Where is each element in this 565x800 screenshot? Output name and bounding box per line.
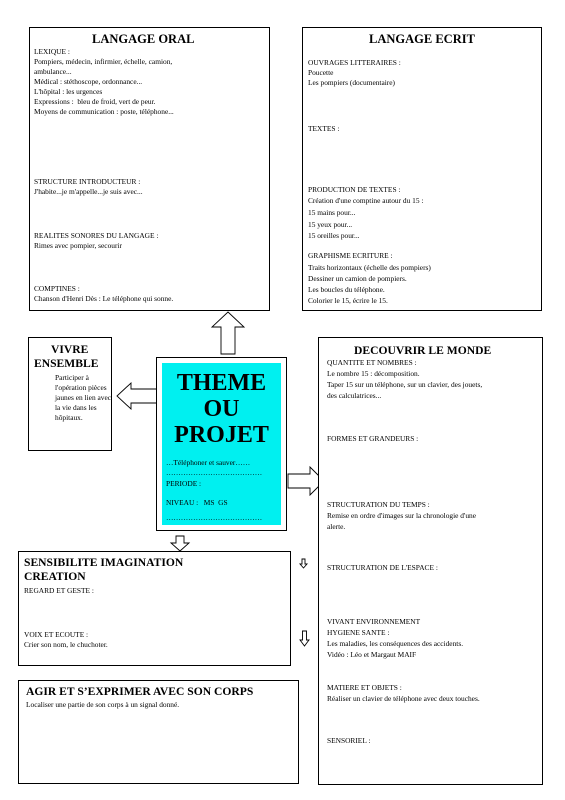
espace-label: STRUCTURATION DE L'ESPACE : bbox=[327, 563, 438, 572]
agir-title: AGIR ET S’EXPRIMER AVEC SON CORPS bbox=[26, 685, 254, 698]
lexique-line: ambulance... bbox=[34, 67, 72, 76]
vivre-ensemble-line: la vie dans les bbox=[55, 403, 97, 412]
theme-title-line1: THEME bbox=[176, 370, 267, 396]
lexique-line: L'hôpital : les urgences bbox=[34, 87, 103, 96]
sensoriel-label: SENSORIEL : bbox=[327, 736, 371, 745]
theme-title-line3: PROJET bbox=[174, 422, 269, 448]
theme-niveau: NIVEAU : MS GS bbox=[166, 498, 228, 507]
realites-label: REALITES SONORES DU LANGAGE : bbox=[34, 231, 159, 240]
langage-ecrit-box bbox=[302, 27, 542, 311]
theme-subject: …Téléphoner et sauver…… bbox=[166, 458, 251, 467]
production-label: PRODUCTION DE TEXTES : bbox=[308, 185, 401, 194]
temps-line: alerte. bbox=[327, 522, 346, 531]
arrow-up-icon bbox=[211, 311, 245, 355]
production-line: 15 yeux pour... bbox=[308, 220, 353, 229]
vivre-ensemble-box bbox=[28, 337, 112, 451]
vivre-ensemble-line: jaunes en lien avec bbox=[55, 393, 112, 402]
sensibilite-title-1: SENSIBILITE IMAGINATION bbox=[24, 556, 184, 569]
hygiene-label: HYGIENE SANTE : bbox=[327, 628, 390, 637]
structure-label: STRUCTURE INTRODUCTEUR : bbox=[34, 177, 141, 186]
vivre-ensemble-line: hôpitaux. bbox=[55, 413, 83, 422]
regard-label: REGARD ET GESTE : bbox=[24, 586, 94, 595]
lexique-line: LEXIQUE : bbox=[34, 47, 70, 56]
sensibilite-box bbox=[18, 551, 291, 666]
quantite-line: Taper 15 sur un téléphone, sur un clavier, des jouets, bbox=[327, 380, 483, 389]
structure-text: J'habite...je m'appelle...je suis avec... bbox=[34, 187, 143, 196]
theme-dots: ………………………………… bbox=[166, 513, 263, 522]
hygiene-line: Les maladies, les conséquences des accidents. bbox=[327, 639, 464, 648]
ouvrages-line: Poucette bbox=[308, 68, 334, 77]
voix-text: Crier son nom, le chuchoter. bbox=[24, 640, 108, 649]
lexique-line: Moyens de communication : poste, téléphone... bbox=[34, 107, 174, 116]
hygiene-line: Vidéo : Léo et Margaut MAIF bbox=[327, 650, 417, 659]
agir-box bbox=[18, 680, 299, 784]
voix-label: VOIX ET ECOUTE : bbox=[24, 630, 89, 639]
langage-oral-title: LANGAGE ORAL bbox=[92, 32, 195, 46]
agir-text: Localiser une partie de son corps à un signal donné. bbox=[26, 700, 180, 709]
theme-title-line2: OU bbox=[203, 396, 240, 422]
arrow-left-icon bbox=[116, 382, 158, 410]
vivre-ensemble-title-2: ENSEMBLE bbox=[34, 357, 99, 370]
textes-label: TEXTES : bbox=[308, 124, 340, 133]
theme-box bbox=[156, 357, 287, 531]
matiere-label: MATIERE ET OBJETS : bbox=[327, 683, 402, 692]
quantite-line: Le nombre 15 : décomposition. bbox=[327, 369, 420, 378]
ouvrages-line: Les pompiers (documentaire) bbox=[308, 78, 396, 87]
decouvrir-title: DECOUVRIR LE MONDE bbox=[354, 344, 492, 357]
temps-line: Remise en ordre d'images sur la chronologie d'une bbox=[327, 511, 476, 520]
graphisme-line: Traits horizontaux (échelle des pompiers) bbox=[308, 263, 431, 272]
decouvrir-le-monde-box bbox=[318, 337, 543, 785]
langage-oral-box bbox=[29, 27, 270, 311]
realites-text: Rimes avec pompier, secourir bbox=[34, 241, 122, 250]
production-line: 15 mains pour... bbox=[308, 208, 356, 217]
vivre-ensemble-title-1: VIVRE bbox=[51, 343, 89, 356]
ouvrages-label: OUVRAGES LITTERAIRES : bbox=[308, 58, 401, 67]
graphisme-line: Les boucles du téléphone. bbox=[308, 285, 385, 294]
matiere-text: Réaliser un clavier de téléphone avec deux touches. bbox=[327, 694, 480, 703]
quantite-label: QUANTITE ET NOMBRES : bbox=[327, 358, 417, 367]
formes-label: FORMES ET GRANDEURS : bbox=[327, 434, 419, 443]
graphisme-line: Colorier le 15, écrire le 15. bbox=[308, 296, 388, 305]
vivant-label: VIVANT ENVIRONNEMENT bbox=[327, 617, 421, 626]
comptines-label: COMPTINES : bbox=[34, 284, 80, 293]
lexique-line: Pompiers, médecin, infirmier, échelle, camion, bbox=[34, 57, 173, 66]
langage-ecrit-title: LANGAGE ECRIT bbox=[369, 32, 475, 46]
theme-periode: PERIODE : bbox=[166, 479, 202, 488]
lexique-line: Médical : stéthoscope, ordonnance... bbox=[34, 77, 143, 86]
arrow-down-small-icon bbox=[299, 558, 308, 569]
production-line: 15 oreilles pour... bbox=[308, 231, 360, 240]
quantite-line: des calculatrices... bbox=[327, 391, 382, 400]
production-line: Création d'une comptine autour du 15 : bbox=[308, 196, 424, 205]
lexique-line: Expressions : bleu de froid, vert de peur. bbox=[34, 97, 156, 106]
arrow-down-icon bbox=[170, 535, 190, 552]
arrow-down-small-icon bbox=[299, 630, 310, 647]
theme-dots: ………………………………… bbox=[166, 468, 263, 477]
graphisme-line: Dessiner un camion de pompiers. bbox=[308, 274, 407, 283]
vivre-ensemble-line: l'opération pièces bbox=[55, 383, 107, 392]
comptines-text: Chanson d'Henri Dès : Le téléphone qui sonne. bbox=[34, 294, 174, 303]
vivre-ensemble-line: Participer à bbox=[55, 373, 89, 382]
temps-label: STRUCTURATION DU TEMPS : bbox=[327, 500, 430, 509]
sensibilite-title-2: CREATION bbox=[24, 570, 86, 583]
graphisme-label: GRAPHISME ECRITURE : bbox=[308, 251, 393, 260]
